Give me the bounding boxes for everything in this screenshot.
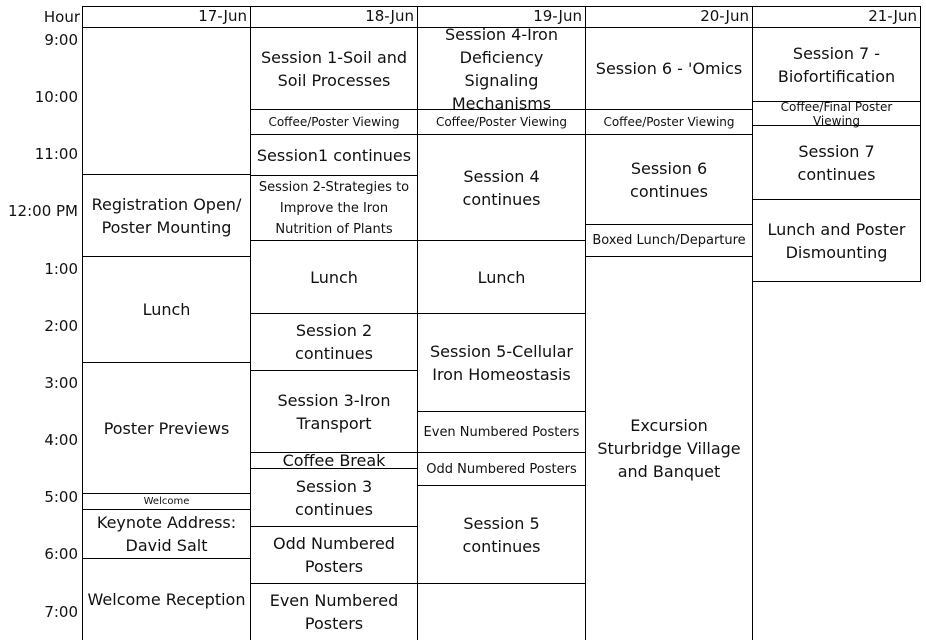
day-header-19-jun: 19-Jun <box>417 6 586 28</box>
session6-block: Session 6 - 'Omics <box>585 27 753 110</box>
hour-label: 10:00 <box>34 88 78 106</box>
session5-continues-block: Session 5 continues <box>417 485 586 584</box>
lunch-block: Lunch <box>417 240 586 314</box>
session7-continues-block: Session 7 continues <box>752 125 921 200</box>
hour-label: 7:00 <box>44 603 78 621</box>
coffee-block: Coffee/Poster Viewing <box>417 109 586 135</box>
coffee-block: Coffee/Poster Viewing <box>250 109 418 135</box>
session4-continues-block: Session 4 continues <box>417 134 586 241</box>
hour-label: 2:00 <box>44 317 78 335</box>
hour-label: 5:00 <box>44 488 78 506</box>
coffee-block: Coffee/Poster Viewing <box>585 109 753 135</box>
session3-continues-block: Session 3 continues <box>250 468 418 527</box>
lunch-block: Lunch <box>82 256 251 363</box>
hour-label: 6:00 <box>44 545 78 563</box>
odd-posters-block: Odd Numbered Posters <box>417 452 586 486</box>
lunch-dismounting-block: Lunch and Poster Dismounting <box>752 199 921 282</box>
day-header-21-jun: 21-Jun <box>752 6 921 28</box>
welcome-reception-block: Welcome Reception <box>82 558 251 640</box>
boxed-lunch-block: Boxed Lunch/Departure <box>585 224 753 257</box>
empty-slot <box>417 583 586 640</box>
day-header-18-jun: 18-Jun <box>250 6 418 28</box>
coffee-block: Coffee/Final Poster Viewing <box>752 101 921 126</box>
session1-block: Session 1-Soil and Soil Processes <box>250 27 418 110</box>
session5-block: Session 5-Cellular Iron Homeostasis <box>417 313 586 412</box>
hour-label: 3:00 <box>44 374 78 392</box>
hour-label: 4:00 <box>44 431 78 449</box>
day-header-20-jun: 20-Jun <box>585 6 753 28</box>
even-posters-block: Even Numbered Posters <box>417 411 586 453</box>
session3-block: Session 3-Iron Transport <box>250 370 418 453</box>
excursion-block: Excursion Sturbridge Village and Banquet <box>585 256 753 640</box>
keynote-block: Keynote Address: David Salt <box>82 509 251 559</box>
coffee-break-block: Coffee Break <box>250 452 418 469</box>
lunch-block: Lunch <box>250 240 418 314</box>
hour-label: 11:00 <box>34 145 78 163</box>
session2-block: Session 2-Strategies to Improve the Iron Nutrition of Plants <box>250 175 418 241</box>
hour-label: 1:00 <box>44 260 78 278</box>
day-header-17-jun: 17-Jun <box>82 6 251 28</box>
hour-label: 9:00 <box>44 31 78 49</box>
hour-column-header: Hour <box>43 8 80 26</box>
session1-continues-block: Session1 continues <box>250 134 418 176</box>
welcome-block: Welcome <box>82 493 251 510</box>
session2-continues-block: Session 2 continues <box>250 313 418 371</box>
session6-continues-block: Session 6 continues <box>585 134 753 225</box>
hour-label: 12:00 PM <box>8 202 78 220</box>
session7-block: Session 7 - Biofortification <box>752 27 921 102</box>
odd-posters-block: Odd Numbered Posters <box>250 526 418 584</box>
column-divider <box>82 27 83 175</box>
session4-block: Session 4-Iron Deficiency Signaling Mechanisms <box>417 27 586 110</box>
registration-block: Registration Open/ Poster Mounting <box>82 174 251 257</box>
even-posters-block: Even Numbered Posters <box>250 583 418 640</box>
poster-previews-block: Poster Previews <box>82 362 251 494</box>
